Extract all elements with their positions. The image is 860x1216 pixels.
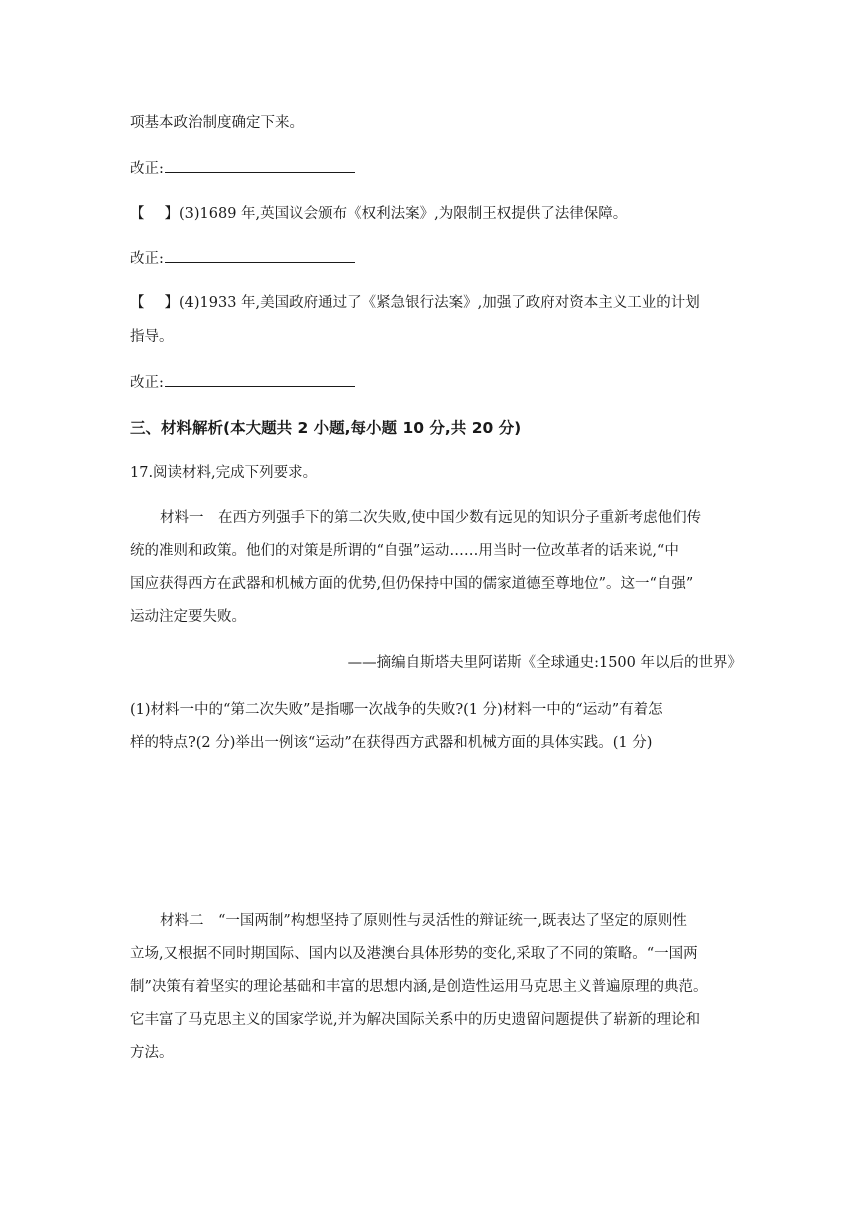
correction-line — [130, 372, 355, 393]
material-2-line: 立场,又根据不同时期国际、国内以及港澳台具体形势的变化,采取了不同的策略。“一国两 — [130, 946, 698, 962]
bracket-close: 】 — [164, 206, 179, 222]
material-2-line: 它丰富了马克思主义的国家学说,并为解决国际关系中的历史遗留问题提供了崭新的理论和 — [130, 1012, 701, 1028]
answer-blank[interactable] — [165, 248, 355, 263]
material-1-line: 国应获得西方在武器和机械方面的优势,但仍保持中国的儒家道德至尊地位”。这一“自强” — [130, 576, 694, 592]
material-1-line: 材料一 在西方列强手下的第二次失败,使中国少数有远见的知识分子重新考虑他们传 — [160, 510, 702, 526]
item-3 — [130, 204, 627, 224]
material-2-line: 方法。 — [130, 1045, 174, 1061]
text-line: 项基本政治制度确定下来。 — [130, 115, 304, 131]
question-17: 17.阅读材料,完成下列要求。 — [130, 465, 318, 481]
item-4-cont: 指导。 — [130, 329, 174, 345]
correction-label: 改正: — [130, 251, 164, 267]
bracket-open: 【 — [130, 295, 145, 311]
bracket-close: 】 — [164, 295, 179, 311]
item-text: (4)1933 年,美国政府通过了《紧急银行法案》,加强了政府对资本主义工业的计划 — [179, 295, 700, 311]
item-4 — [130, 293, 700, 313]
correction-label: 改正: — [130, 375, 164, 391]
material-1-line: 统的准则和政策。他们的对策是所谓的“自强”运动……用当时一位改革者的话来说,“中 — [130, 543, 679, 559]
answer-blank[interactable] — [165, 372, 355, 387]
material-2-line: 制”决策有着坚实的理论基础和丰富的思想内涵,是创造性运用马克思主义普遍原理的典范。 — [130, 979, 708, 995]
sub-question-1: 样的特点?(2 分)举出一例该“运动”在获得西方武器和机械方面的具体实践。(1 分) — [130, 735, 653, 751]
material-1-source: ——摘编自斯塔夫里阿诺斯《全球通史:1500 年以后的世界》 — [347, 655, 742, 671]
correction-line — [130, 248, 355, 269]
correction-label: 改正: — [130, 161, 164, 177]
bracket-open: 【 — [130, 206, 145, 222]
material-1-line: 运动注定要失败。 — [130, 609, 246, 625]
answer-blank[interactable] — [165, 158, 355, 173]
correction-line — [130, 158, 355, 179]
section-title: 三、材料解析(本大题共 2 小题,每小题 10 分,共 20 分) — [130, 419, 522, 437]
material-2-line: 材料二 “一国两制”构想坚持了原则性与灵活性的辩证统一,既表达了坚定的原则性 — [160, 913, 687, 929]
item-text: (3)1689 年,英国议会颁布《权利法案》,为限制王权提供了法律保障。 — [179, 206, 628, 222]
sub-question-1: (1)材料一中的“第二次失败”是指哪一次战争的失败?(1 分)材料一中的“运动”有着怎 — [130, 702, 663, 718]
